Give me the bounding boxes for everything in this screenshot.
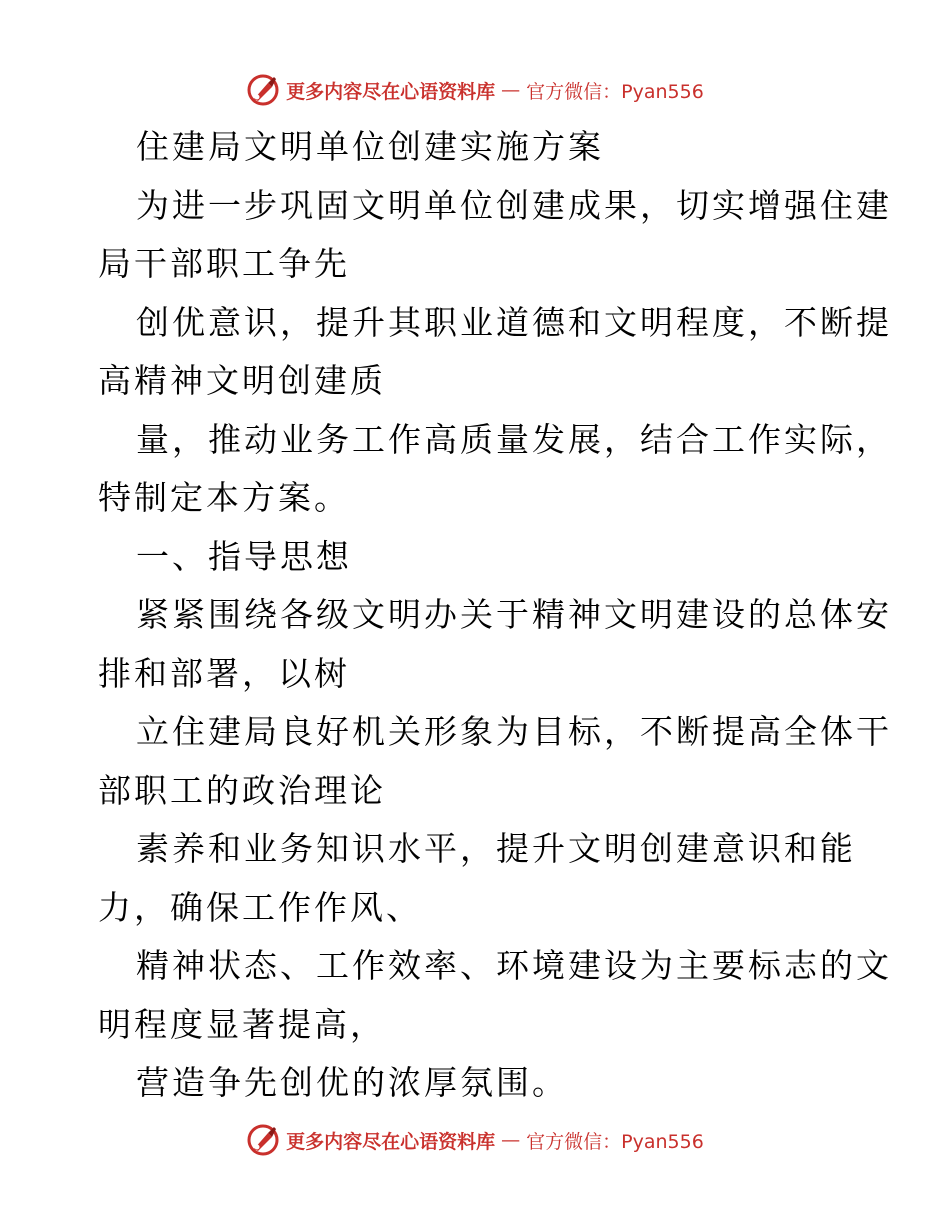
document-line: 素养和业务知识水平，提升文明创建意识和能: [136, 829, 856, 868]
document-line: 力，确保工作作风、: [98, 887, 422, 927]
document-line: 局干部职工争先: [98, 244, 350, 283]
document-line: 营造争先创优的浓厚氛围。: [136, 1063, 568, 1102]
document-body: [98, 118, 892, 1113]
document-line: 创优意识，提升其职业道德和文明程度，不断提: [136, 302, 892, 342]
brand-logo-icon: [246, 1123, 280, 1157]
document-line: 排和部署，以树: [98, 653, 350, 693]
document-line: 立住建局良好机关形象为目标，不断提高全体干: [136, 712, 892, 751]
document-line: 住建局文明单位创建实施方案: [136, 127, 604, 166]
banner-separator: —: [501, 79, 521, 101]
header-watermark-banner: [0, 70, 950, 110]
official-wechat-text: 官方微信：Pyan556: [526, 1130, 704, 1153]
document-line: 一、指导思想: [136, 536, 352, 576]
brand-text: 更多内容尽在心语资料库: [286, 80, 496, 103]
footer-watermark-banner: [0, 1120, 950, 1160]
document-line: 高精神文明创建质: [98, 361, 386, 400]
official-wechat-text: 官方微信：Pyan556: [526, 80, 704, 103]
document-line: 量，推动业务工作高质量发展，结合工作实际，: [136, 419, 892, 459]
document-line: 紧紧围绕各级文明办关于精神文明建设的总体安: [136, 595, 892, 634]
document-line: 明程度显著提高，: [98, 1004, 386, 1044]
banner-separator: —: [501, 1129, 521, 1151]
document-line: 为进一步巩固文明单位创建成果，切实增强住建: [136, 185, 892, 225]
document-line: 部职工的政治理论: [98, 770, 386, 810]
brand-text: 更多内容尽在心语资料库: [286, 1130, 496, 1153]
document-line: 精神状态、工作效率、环境建设为主要标志的文: [136, 946, 892, 985]
brand-logo-icon: [246, 73, 280, 107]
document-line: 特制定本方案。: [98, 478, 350, 517]
